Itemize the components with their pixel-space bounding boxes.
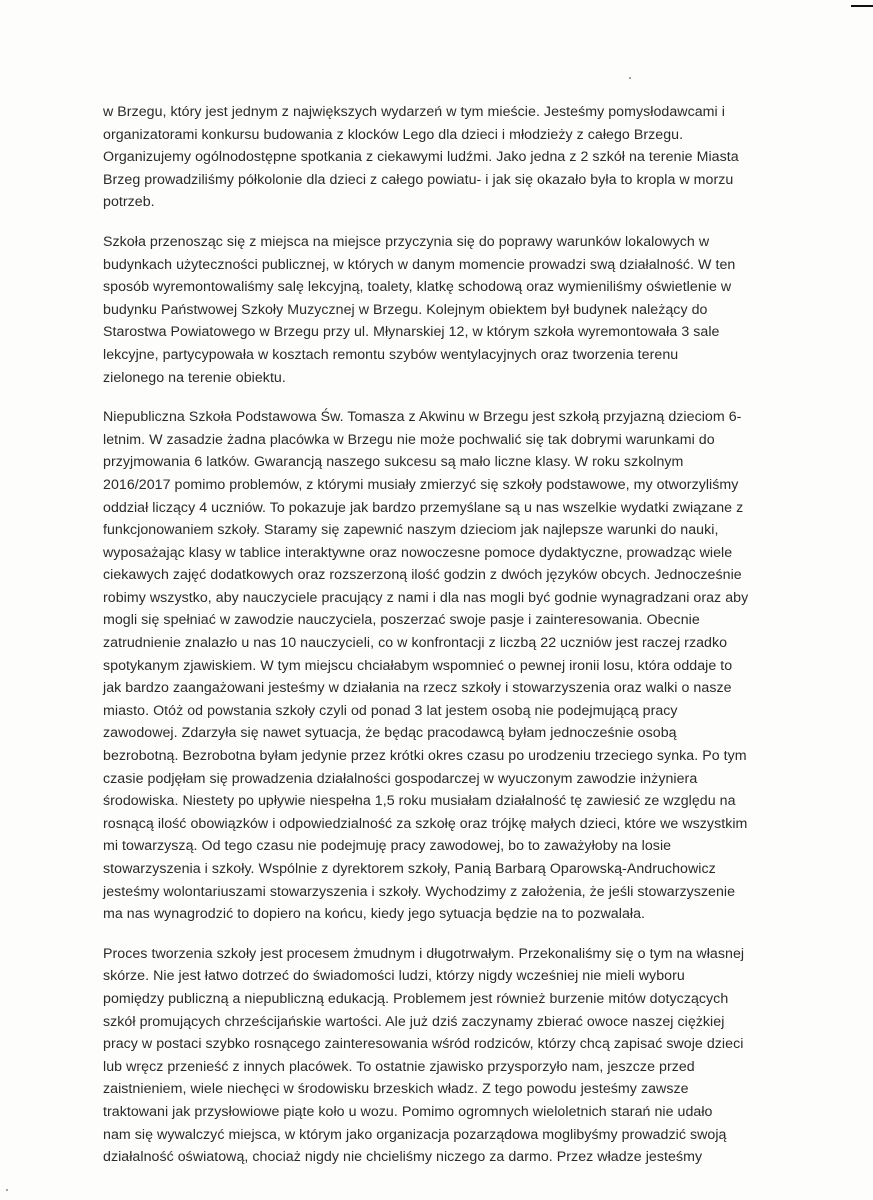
text-line: przyjmowania 6 latków. Gwarancją naszego sukcesu są mało liczne klasy. W roku szkolnym [103, 454, 684, 471]
text-line: czasie podjęłam się prowadzenia działalności gospodarczej w wyuczonym zawodzie inżyniera [103, 770, 698, 787]
text-line: pracy w postaci szybko rosnącego zainteresowania wśród rodziców, którzy chcą zapisać swoje dzieci [103, 1036, 744, 1053]
text-line: zawodowej. Zdarzyła się nawet sytuacja, że będąc pracodawcą byłam jednocześnie osobą [103, 725, 677, 742]
text-line: Organizujemy ogólnodostępne spotkania z ciekawymi ludźmi. Jako jedna z 2 szkół na terenie Miasta [103, 149, 739, 166]
text-line: organizatorami konkursu budowania z klocków Lego dla dzieci i młodzieży z całego Brzegu. [103, 126, 684, 143]
text-line: budynku Państwowej Szkoły Muzycznej w Brzegu. Kolejnym obiektem był budynek należący do [103, 301, 708, 318]
text-line: jak bardzo zaangażowani jesteśmy w działania na rzecz szkoły i stowarzyszenia oraz walki o nasze [103, 680, 732, 697]
text-line: sposób wyremontowaliśmy salę lekcyjną, toalety, klatkę schodową oraz wymieniliśmy oświetlenie w [103, 279, 732, 296]
text-line: Starostwa Powiatowego w Brzegu przy ul. Młynarskiej 12, w którym szkoła wyremontowała 3 sale [103, 324, 720, 341]
text-line: wyposażając klasy w tablice interaktywne oraz nowoczesne pomoce dydaktyczne, prowadząc wiele [103, 544, 733, 561]
text-line: nam się wywalczyć miejsca, w którym jako organizacja pozarządowa moglibyśmy prowadzić swoją [103, 1126, 727, 1143]
text-line: bezrobotną. Bezrobotna byłam jedynie przez krótki okres czasu po urodzeniu trzeciego synka. Po tym [103, 748, 747, 765]
text-line: zielonego na terenie obiektu. [103, 369, 286, 386]
text-line: budynkach użyteczności publicznej, w których w danym momencie prowadzi swą działalność. W ten [103, 256, 736, 273]
text-line: szkół promujących chrześcijańskie wartości. Ale już dziś zaczynamy zbierać owoce naszej ciężkiej [103, 1013, 725, 1030]
scan-speck [6, 1189, 8, 1191]
text-line: Proces tworzenia szkoły jest procesem żmudnym i długotrwałym. Przekonaliśmy się o tym na własnej [103, 945, 745, 962]
text-line: potrzeb. [103, 194, 155, 211]
text-line: w Brzegu, który jest jednym z największych wydarzeń w tym mieście. Jesteśmy pomysłodawcami i [103, 104, 725, 120]
text-line: działalność oświatową, chociaż nigdy nie chcieliśmy niczego za darmo. Przez władze jesteśmy [103, 1149, 703, 1166]
paragraph [103, 943, 761, 1169]
paragraph [103, 231, 761, 389]
document-page [103, 101, 761, 1186]
text-line: lub wręcz przenieść z innych placówek. To ostatnie zjawisko przysporzyło nam, jeszcze przed [103, 1058, 695, 1075]
text-line: mi towarzyszą. Od tego czasu nie podejmuję pracy zawodowej, bo to zaważyłoby na losie [103, 838, 672, 855]
text-line: pomiędzy publiczną a niepubliczną edukacją. Problemem jest również burzenie mitów dotyczących [103, 990, 729, 1007]
text-line: Szkoła przenosząc się z miejsca na miejsce przyczynia się do poprawy warunków lokalowych w [103, 233, 710, 250]
text-line: Niepubliczna Szkoła Podstawowa Św. Tomasza z Akwinu w Brzegu jest szkołą przyjazną dzieciom 6- [103, 409, 742, 426]
text-line: robimy wszystko, aby nauczyciele pracujący z nami i dla nas mogli być godnie wynagradzani oraz aby [103, 589, 749, 606]
text-line: 2016/2017 pomimo problemów, z którymi musiały zmierzyć się szkoły podstawowe, my otworzyliśmy [103, 476, 739, 493]
text-line: rosnącą ilość obowiązków i odpowiedzialność za szkołę oraz trójkę małych dzieci, które we wszystkim [103, 815, 748, 832]
text-line: zatrudnienie znalazło u nas 10 nauczycieli, co w konfrontacji z liczbą 22 uczniów jest raczej rzadko [103, 635, 728, 652]
text-line: skórze. Nie jest łatwo dotrzeć do świadomości ludzi, którzy nigdy wcześniej nie mieli wyboru [103, 968, 685, 985]
paragraph [103, 406, 761, 926]
text-line: Brzeg prowadziliśmy półkolonie dla dzieci z całego powiatu- i jak się okazało była to kropla w morzu [103, 171, 734, 188]
text-line: zaistnieniem, wiele niechęci w środowisku brzeskich władz. Z tego powodu jesteśmy zawsze [103, 1081, 689, 1098]
text-line: miasto. Otóż od powstania szkoły czyli od ponad 3 lat jestem osobą nie podejmującą pracy [103, 702, 678, 719]
text-line: traktowani jak przysłowiowe piąte koło u wozu. Pomimo ogromnych wieloletnich starań nie udało [103, 1103, 713, 1120]
text-line: środowiska. Niestety po upływie niespełna 1,5 roku musiałam działalność tę zawiesić ze względu na [103, 793, 736, 810]
text-line: funkcjonowaniem szkoły. Staramy się zapewnić naszym dzieciom jak najlepsze warunki do nauki, [103, 522, 719, 539]
text-line: spotykanym zjawiskiem. W tym miejscu chciałabym wspomnieć o pewnej ironii losu, która oddaje to [103, 657, 733, 674]
paragraph [103, 101, 761, 214]
text-line: jesteśmy wolontariuszami stowarzyszenia i szkoły. Wychodzimy z założenia, że jeśli stowarzyszenie [103, 883, 736, 900]
text-line: ma nas wynagrodzić to dopiero na końcu, kiedy jego sytuacja będzie na to pozwalała. [103, 906, 646, 923]
text-line: lekcyjne, partycypowała w kosztach remontu szybów wentylacyjnych oraz tworzenia terenu [103, 346, 679, 363]
text-line: oddział liczący 4 uczniów. To pokazuje jak bardzo przemyślane są u nas wszelkie wydatki związane z [103, 499, 744, 516]
text-line: mogli się spełniać w zawodzie nauczyciela, poszerzać swoje pasje i zainteresowania. Obecnie [103, 612, 700, 629]
text-line: stowarzyszenia i szkoły. Wspólnie z dyrektorem szkoły, Panią Barbarą Oparowską-Andruchowicz [103, 861, 716, 877]
scan-speck [629, 77, 631, 79]
scan-edge-mark [851, 5, 873, 7]
text-line: ciekawych zajęć dodatkowych oraz rozszerzoną ilość godzin z dwóch języków obcych. Jednocześnie [103, 567, 742, 584]
text-line: letnim. W zasadzie żadna placówka w Brzegu nie może pochwalić się tak dobrymi warunkami do [103, 431, 715, 448]
